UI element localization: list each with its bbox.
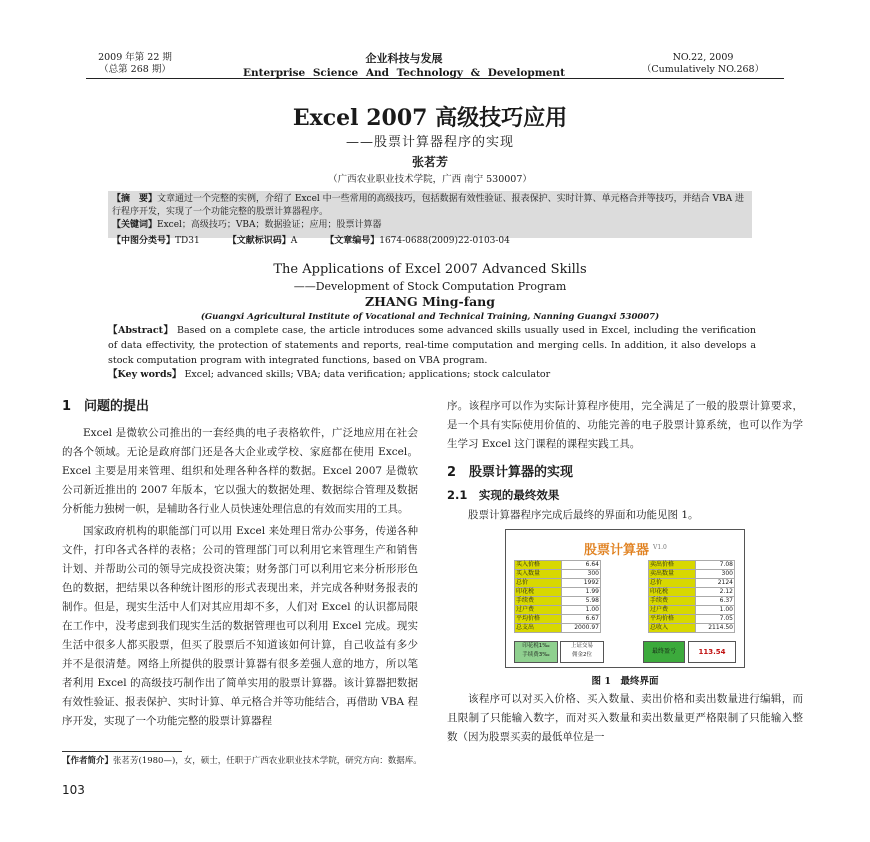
- calc-row-value[interactable]: 300: [562, 570, 601, 579]
- journal-name-cn: 企业科技与发展: [365, 52, 443, 65]
- article-no-label: 【文章编号】: [325, 236, 380, 246]
- en-keywords-text: Excel; advanced skills; VBA; data verification; applications; stock calculator: [184, 369, 551, 380]
- en-title: The Applications of Excel 2007 Advanced Skills: [273, 262, 587, 277]
- calc-row-label: 手续费: [515, 597, 562, 606]
- en-keywords-label: 【Key words】: [108, 369, 182, 380]
- keywords-text: Excel；高级技巧；VBA；数据验证；应用；股票计算器: [157, 219, 382, 230]
- issue-number-en: NO.22, 2009: [672, 52, 734, 63]
- doc-code-label: 【文献标识码】: [227, 236, 291, 246]
- calc-row: [515, 597, 601, 606]
- figure-stock-calculator: [505, 529, 745, 668]
- final-profit-value: 113.54: [688, 641, 736, 663]
- clc-label: 【中图分类号】: [112, 236, 176, 246]
- calc-row-label: 买入价格: [515, 561, 562, 570]
- section-1-heading: 1 问题的提出: [62, 399, 150, 414]
- footnote-text: 张茗芳(1980—)，女，硕士，任职于广西农业职业技术学院，研究方向：数据库。: [113, 756, 422, 766]
- calc-row-label: 印花税: [649, 588, 696, 597]
- calc-row-label: 印花税: [515, 588, 562, 597]
- calc-row-value: 6.37: [696, 597, 735, 606]
- calc-row-label: 总价: [649, 579, 696, 588]
- exchange-line-1: 上证交易: [570, 643, 593, 649]
- en-affiliation: (Guangxi Agricultural Institute of Vocational and Technical Training, Nanning Guangxi 530007): [200, 312, 660, 322]
- cn-abstract: [112, 193, 752, 231]
- calc-row-value: 2.12: [696, 588, 735, 597]
- issue-cumulative-en: （Cumulatively NO.268）: [641, 64, 765, 75]
- abstract-text: 文章通过一个完整的实例，介绍了 Excel 中一些常用的高级技巧，包括数据有效性验证、报表保护、实时计算、单元格合并等技巧，并结合 VBA 进行程序开发，实现了一个功能完整的股票计算器程序。: [112, 194, 744, 217]
- author-footnote: [62, 754, 422, 766]
- calc-row-value: 1992: [562, 579, 601, 588]
- sell-table: [648, 560, 735, 633]
- en-subtitle: ——Development of Stock Computation Program: [293, 280, 567, 293]
- calc-row-value: 1.00: [562, 606, 601, 615]
- calc-row: [649, 570, 735, 579]
- calc-row-value: 5.98: [562, 597, 601, 606]
- keywords-label: 【关键词】: [112, 219, 158, 230]
- calc-row-label: 过户费: [515, 606, 562, 615]
- calc-row-value[interactable]: 6.64: [562, 561, 601, 570]
- calc-row: [515, 624, 601, 633]
- paragraph-continued: 序。该程序可以作为实际计算程序使用，完全满足了一般的股票计算要求，是一个具有实际使用价值的、功能完善的电子股票计算系统，也可以作为学生学习 Excel 这门课程的课程实践工具。: [447, 400, 803, 450]
- abstract-label: 【摘 要】: [112, 194, 158, 204]
- header-rule: [86, 78, 784, 79]
- en-abstract-label: 【Abstract】: [108, 325, 174, 336]
- journal-name-en: Enterprise Science And Technology & Development: [243, 67, 565, 79]
- journal-issue-left: [86, 52, 184, 76]
- calc-row-value: 2000.97: [562, 624, 601, 633]
- calculator-version: V1.0: [653, 544, 667, 551]
- calc-row: [515, 588, 601, 597]
- section-2-heading: 2 股票计算器的实现: [447, 465, 574, 480]
- calc-row: [515, 615, 601, 624]
- doc-code-value: A: [290, 236, 298, 246]
- figure-caption: 图 1 最终界面: [591, 676, 659, 687]
- classification-line: [112, 233, 752, 246]
- calc-row-label: 总收入: [649, 624, 696, 633]
- article-title: Excel 2007 高级技巧应用: [292, 105, 568, 131]
- footnote-label: 【作者简介】: [62, 756, 114, 766]
- issue-cumulative-cn: （总第 268 期）: [99, 64, 171, 75]
- calc-row: [649, 597, 735, 606]
- section-1-paragraph-2: 国家政府机构的职能部门可以用 Excel 来处理日常办公事务，传递各种文件，打印各式各样的表格；公司的管理部门可以利用它来管理生产和销售计划、并帮助公司的领导完成投资决策；财务部门可以利用它来分析形形色色的数据，把结果以各种统计图形的形式表现出来，并完成各种财务报表的制作。但是，现实生活中人们对其应用却不多，人们对 Excel 的认识都局限在工作中，没考虑到我们现实生活的数据管理也可以利用 Excel 完成。现实生活中很多人都买股票，但买了股票后不知道该如何计算，自己收益有多少并不是很清楚。网络上所提供的股票计算器有很多差强人意的地方，所以笔者利用 Excel 的高级技巧制作出了简单实用的股票计算器。该计算器把数据有效性验证、报表保护、实时计算、单元格合并等功能结合，再借助 VBA 程序开发，实现了一个功能完整的股票计算器程: [62, 525, 418, 727]
- calc-row: [649, 615, 735, 624]
- calc-row-label: 手续费: [649, 597, 696, 606]
- article-no-value: 1674-0688(2009)22-0103-04: [379, 236, 510, 246]
- calc-row: [649, 588, 735, 597]
- buy-table: [514, 560, 601, 633]
- footnote-rule: [62, 751, 182, 752]
- calc-row: [515, 579, 601, 588]
- calc-row: [515, 606, 601, 615]
- article-subtitle: ——股票计算器程序的实现: [345, 135, 514, 150]
- calc-row-label: 卖出价格: [649, 561, 696, 570]
- calc-row-value[interactable]: 7.08: [696, 561, 735, 570]
- calc-row: [515, 570, 601, 579]
- clc-value: TD31: [175, 236, 200, 246]
- author-affiliation: （广西农业职业技术学院，广西 南宁 530007）: [328, 174, 532, 185]
- exchange-line-2: 佣金2位: [572, 652, 592, 658]
- right-column-bottom: [447, 690, 803, 747]
- section-2-1-heading: 2.1 实现的最终效果: [447, 488, 560, 502]
- tax-rate-line-1: 印花税1‰: [522, 643, 550, 649]
- author-name: 张茗芳: [411, 155, 448, 169]
- calc-row-label: 卖出数量: [649, 570, 696, 579]
- issue-number-cn: 2009 年第 22 期: [98, 52, 172, 63]
- calc-row-label: 平均价格: [649, 615, 696, 624]
- calc-row-value: 6.67: [562, 615, 601, 624]
- en-abstract-text: Based on a complete case, the article introduces some advanced skills usually used in Excel, including the verification of data effectivity, the protection of statements and reports, real-time computation and merging cells. In addition, it also develops a stock computation program with integrated functions, based on VBA program.: [108, 325, 756, 366]
- final-profit-button[interactable]: 最终盈亏: [643, 641, 685, 663]
- calc-row: [649, 561, 735, 570]
- calculator-title: 股票计算器: [584, 543, 650, 558]
- calc-row-label: 平均价格: [515, 615, 562, 624]
- calc-row-value[interactable]: 300: [696, 570, 735, 579]
- right-column-top: [447, 397, 803, 525]
- en-abstract: [108, 323, 756, 368]
- calc-row-value: 2124: [696, 579, 735, 588]
- journal-issue-right: [628, 52, 778, 76]
- calc-row-value: 1.99: [562, 588, 601, 597]
- calc-row-value: 1.00: [696, 606, 735, 615]
- calc-row-label: 过户费: [649, 606, 696, 615]
- calc-row: [649, 624, 735, 633]
- calc-row-label: 总支出: [515, 624, 562, 633]
- tax-rate-line-2: 手续费3‰: [522, 652, 550, 658]
- calc-row: [515, 561, 601, 570]
- calc-row: [649, 606, 735, 615]
- calc-row: [649, 579, 735, 588]
- section-1-paragraph-1: Excel 是微软公司推出的一套经典的电子表格软件，广泛地应用在社会的各个领域。无论是政府部门还是各大企业或学校、家庭都在使用 Excel。Excel 主要是用来管理、组织和处理各种各样的数据。Excel 2007 是微软公司新近推出的 2007 年版本，它以强大的数据处理、数据综合管理及数据分析能力独树一帜，是辅助各行业人员快速处理信息的有效而实用的工具。: [62, 427, 418, 515]
- calc-row-label: 买入数量: [515, 570, 562, 579]
- calc-row-label: 总价: [515, 579, 562, 588]
- en-author: ZHANG Ming-fang: [365, 294, 495, 309]
- tax-rate-button[interactable]: [514, 641, 558, 663]
- left-column: [62, 397, 418, 731]
- calc-row-value: 7.05: [696, 615, 735, 624]
- calc-row-value: 2114.50: [696, 624, 735, 633]
- exchange-option[interactable]: [560, 641, 604, 663]
- paragraph-after-figure: 该程序可以对买入价格、买入数量、卖出价格和卖出数量进行编辑，而且限制了只能输入数字，而对买入数量和卖出数量更严格限制了只能输入整数（因为股票买卖的最低单位是一: [447, 693, 803, 743]
- page-number: 103: [62, 783, 85, 797]
- journal-name: [216, 50, 592, 79]
- figure-intro-paragraph: 股票计算器程序完成后最终的界面和功能见图 1。: [468, 509, 699, 521]
- en-keywords: [108, 366, 756, 380]
